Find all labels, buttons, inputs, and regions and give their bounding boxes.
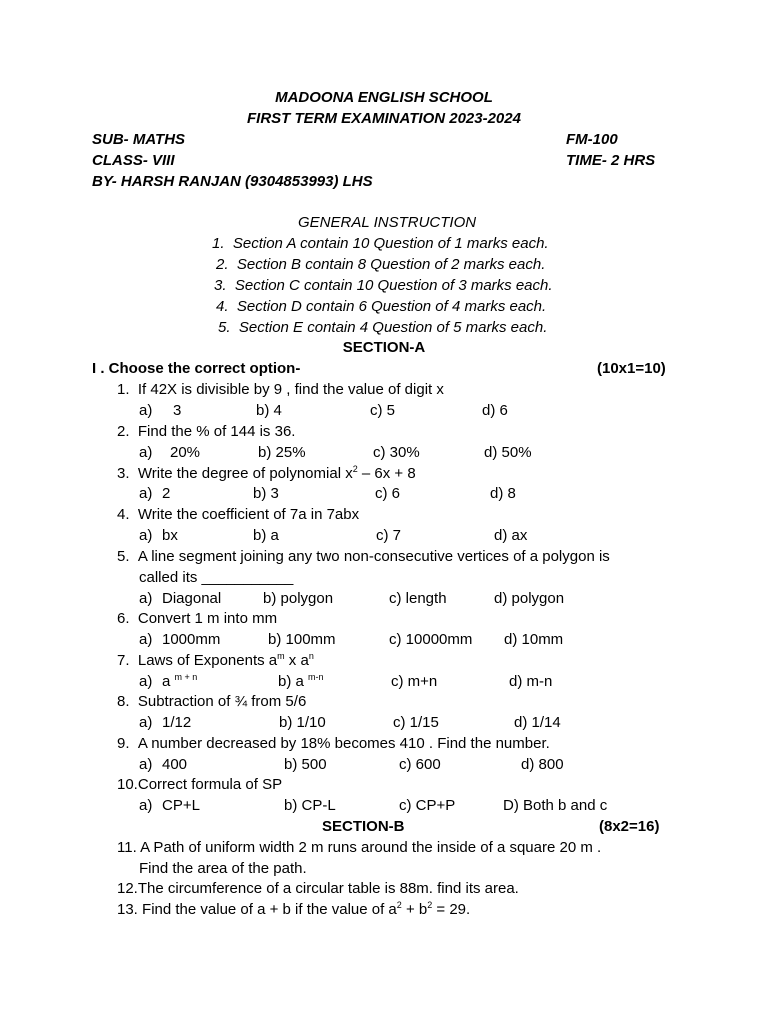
- section-b-title: SECTION-B: [322, 818, 405, 835]
- option-b: b) 1/10: [279, 714, 326, 731]
- option-a: a $^{m + n}$: [162, 672, 198, 690]
- section-a-heading: I . Choose the correct option-: [92, 360, 301, 377]
- question-10: 10.Correct formula of SP: [117, 776, 283, 793]
- question-3: 3. Write the degree of polynomial $x^2 - 6x + 8$: [117, 464, 416, 482]
- option-d: d) ax: [494, 527, 528, 544]
- question-11: 11. A Path of uniform width 2 m runs around the inside of a square 20 m .: [117, 839, 602, 856]
- instructions-title: GENERAL INSTRUCTION: [298, 214, 477, 231]
- option-a-label: a): [139, 756, 153, 773]
- option-b: b) 100mm: [268, 631, 336, 648]
- question-6: 6. Convert 1 m into mm: [117, 610, 278, 627]
- option-a: 400: [162, 756, 188, 773]
- option-a-label: a): [139, 527, 153, 544]
- option-b: b) a: [253, 527, 279, 544]
- option-d: d) 800: [521, 756, 564, 773]
- question-5-line-2: called its ___________: [139, 569, 294, 586]
- option-a-label: a): [139, 631, 153, 648]
- option-c: c) CP+P: [399, 797, 456, 814]
- school-name: MADOONA ENGLISH SCHOOL: [275, 89, 493, 106]
- option-b: b) CP-L: [284, 797, 336, 814]
- option-d: d) m-n: [509, 673, 553, 690]
- option-a-label: a): [139, 797, 153, 814]
- list-item: 4. Section D contain 6 Question of 4 marks each.: [216, 298, 547, 315]
- option-d: d) polygon: [494, 590, 565, 607]
- option-c: c) m+n: [391, 673, 438, 690]
- option-a-label: a): [139, 590, 153, 607]
- question-7: 7. Laws of Exponents $a^m$ x $a^n$: [117, 651, 314, 669]
- full-marks: FM-100: [566, 131, 618, 148]
- option-a-label: a): [139, 402, 153, 419]
- section-a-title: SECTION-A: [342, 339, 426, 356]
- option-c: c) 1/15: [393, 714, 439, 731]
- option-b: b) 25%: [258, 444, 306, 461]
- option-a: 2: [162, 485, 171, 502]
- option-a: 20%: [170, 444, 201, 461]
- option-d: d) 50%: [484, 444, 532, 461]
- list-item: 5. Section E contain 4 Question of 5 marks each.: [218, 319, 548, 336]
- option-a: 1000mm: [162, 631, 221, 648]
- class: CLASS- VIII: [92, 152, 175, 169]
- question-2: 2. Find the % of 144 is 36.: [117, 423, 296, 440]
- option-a-label: a): [139, 673, 153, 690]
- option-c: c) length: [389, 590, 447, 607]
- option-b: b) 4: [256, 402, 282, 419]
- option-d: d) 10mm: [504, 631, 564, 648]
- option-b: b) 3: [253, 485, 279, 502]
- option-d: d) 8: [490, 485, 516, 502]
- option-a: 3: [173, 402, 182, 419]
- option-a: bx: [162, 527, 178, 544]
- question-8: 8. Subtraction of ¾ from 5/6: [117, 693, 307, 710]
- option-a-label: a): [139, 714, 153, 731]
- option-a: CP+L: [162, 797, 200, 814]
- question-4: 4. Write the coefficient of 7a in 7abx: [117, 506, 360, 523]
- option-a-label: a): [139, 444, 153, 461]
- time: TIME- 2 HRS: [566, 152, 656, 169]
- exam-title: FIRST TERM EXAMINATION 2023-2024: [247, 110, 521, 127]
- list-item: 3. Section C contain 10 Question of 3 marks each.: [214, 277, 553, 294]
- option-c: c) 30%: [373, 444, 420, 461]
- option-b: b) polygon: [263, 590, 334, 607]
- author: BY- HARSH RANJAN (9304853993) LHS: [92, 173, 373, 190]
- list-item: 2. Section B contain 8 Question of 2 marks each.: [216, 256, 546, 273]
- option-d: d) 1/14: [514, 714, 561, 731]
- option-c: c) 600: [399, 756, 441, 773]
- question-12: 12.The circumference of a circular table is 88m. find its area.: [117, 880, 519, 897]
- option-d: D) Both b and c: [503, 797, 608, 814]
- section-a-marks: (10x1=10): [597, 360, 666, 377]
- option-b: b) a $^{m-n}$: [278, 672, 324, 690]
- question-5: 5. A line segment joining any two non-consecutive vertices of a polygon is: [117, 548, 610, 565]
- question-13: 13. Find the value of a + b if the value of $a^2 + b^2 = 29$.: [117, 900, 471, 918]
- option-c: c) 7: [376, 527, 402, 544]
- option-a: Diagonal: [162, 590, 222, 607]
- option-c: c) 5: [370, 402, 396, 419]
- option-b: b) 500: [284, 756, 327, 773]
- question-11-line-2: Find the area of the path.: [139, 860, 307, 877]
- question-9: 9. A number decreased by 18% becomes 410 . Find the number.: [117, 735, 550, 752]
- question-1: 1. If 42X is divisible by 9 , find the value of digit x: [117, 381, 444, 398]
- section-b-marks: (8x2=16): [599, 818, 660, 835]
- option-a-label: a): [139, 485, 153, 502]
- list-item: 1. Section A contain 10 Question of 1 marks each.: [212, 235, 549, 252]
- option-c: c) 6: [375, 485, 401, 502]
- option-d: d) 6: [482, 402, 508, 419]
- option-c: c) 10000mm: [389, 631, 473, 648]
- subject: SUB- MATHS: [92, 131, 186, 148]
- option-a: 1/12: [162, 714, 192, 731]
